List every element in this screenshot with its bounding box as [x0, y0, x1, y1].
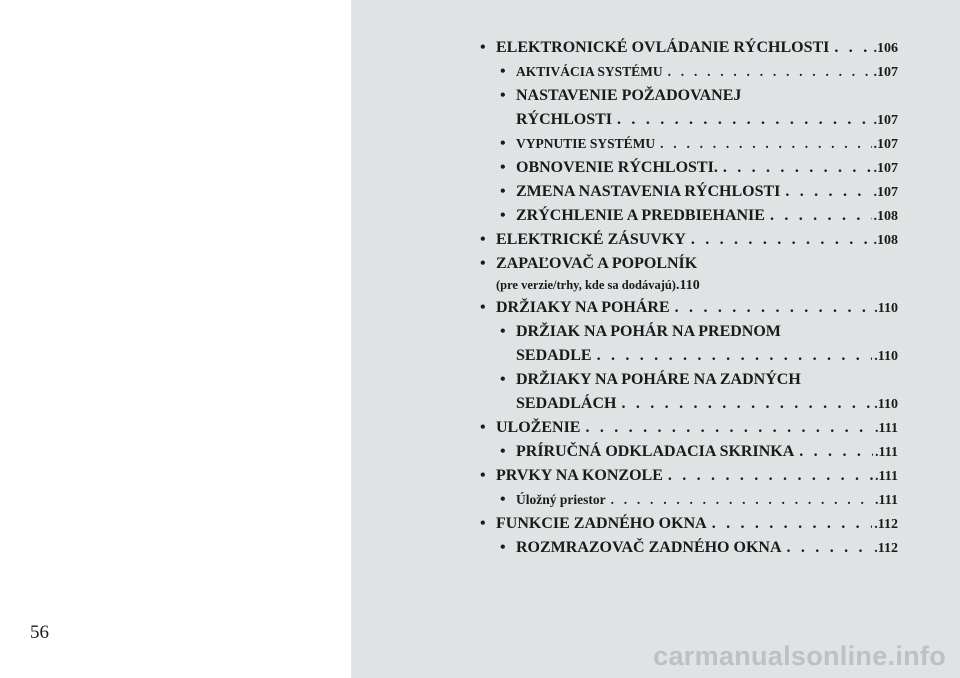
toc-entry-text: [516, 204, 872, 228]
toc-entry-text: [496, 228, 872, 252]
dot-leader: [663, 464, 873, 488]
toc-entry-text: [516, 344, 872, 368]
bullet-icon: •: [500, 539, 506, 556]
toc-entry-title-line1: NASTAVENIE POŽADOVANEJ: [516, 87, 742, 104]
toc-entry[interactable]: [480, 416, 898, 440]
toc-entry-title: VYPNUTIE SYSTÉMU: [516, 136, 656, 151]
toc-entry-page: .111: [875, 469, 898, 484]
toc-entry-text: [496, 416, 873, 440]
toc-entry[interactable]: [500, 132, 898, 156]
dot-leader: [718, 156, 872, 180]
dot-leader: [663, 60, 872, 84]
toc-entry-title: SEDADLE: [516, 347, 592, 364]
toc-entry-text: [516, 156, 872, 180]
toc-entry-page: .107: [873, 65, 898, 80]
toc-entry-title-line1: DRŽIAK NA POHÁR NA PREDNOM: [516, 323, 781, 340]
toc-entry[interactable]: [500, 84, 898, 132]
toc-entry-text: [516, 60, 872, 84]
toc-entry-title: PRVKY NA KONZOLE: [496, 467, 663, 484]
toc-entry-title: ULOŽENIE: [496, 419, 581, 436]
toc-entry-page: .107: [873, 137, 898, 152]
toc-entry[interactable]: [480, 464, 898, 488]
bullet-icon: •: [500, 87, 506, 104]
toc-entry-title: ELEKTRONICKÉ OVLÁDANIE RÝCHLOSTI: [496, 39, 830, 56]
toc-entry-page: .111: [875, 421, 898, 436]
bullet-icon: •: [500, 135, 506, 152]
toc-entry[interactable]: [480, 36, 898, 60]
toc-entry[interactable]: [480, 512, 898, 536]
page-number: 56: [30, 622, 49, 643]
toc-entry-text: [496, 512, 872, 536]
dot-leader: [580, 416, 873, 440]
toc-entry-title: ROZMRAZOVAČ ZADNÉHO OKNA: [516, 539, 782, 556]
toc-entry-line2: [516, 108, 898, 132]
bullet-icon: •: [500, 207, 506, 224]
toc-entry-note: (pre verzie/trhy, kde sa dodávajú): [496, 278, 676, 292]
toc-entry-page: .112: [874, 541, 898, 556]
toc-entry-title: ELEKTRICKÉ ZÁSUVKY: [496, 231, 686, 248]
toc-entry-page: .110: [874, 349, 898, 364]
table-of-contents: [480, 36, 898, 560]
dot-leader: [592, 344, 873, 368]
toc-entry[interactable]: [500, 204, 898, 228]
toc-entry[interactable]: [500, 320, 898, 368]
toc-entry-title: SEDADLÁCH: [516, 395, 617, 412]
toc-entry-title-line1: ZAPAĽOVAČ A POPOLNÍK: [496, 255, 698, 272]
bullet-icon: •: [500, 371, 506, 388]
toc-entry-line2: [516, 392, 898, 416]
toc-entry-page: .110: [874, 397, 898, 412]
toc-entry-page: .111: [875, 493, 898, 508]
bullet-icon: •: [480, 231, 486, 248]
dot-leader: [686, 228, 872, 252]
toc-entry-title: ZMENA NASTAVENIA RÝCHLOSTI: [516, 183, 781, 200]
dot-leader: [606, 488, 873, 512]
toc-entry[interactable]: [500, 488, 898, 512]
toc-entry-page: .106: [873, 41, 898, 56]
toc-entry-title: DRŽIAKY NA POHÁRE: [496, 299, 670, 316]
toc-entry-page: .107: [873, 161, 898, 176]
toc-entry-line1: [500, 84, 898, 108]
toc-entry-title: ZRÝCHLENIE A PREDBIEHANIE: [516, 207, 765, 224]
toc-entry-note-line: [496, 276, 898, 294]
toc-entry-page: .107: [873, 113, 898, 128]
toc-entry-line1: [500, 368, 898, 392]
toc-entry[interactable]: [500, 180, 898, 204]
toc-entry-text: [496, 36, 872, 60]
toc-entry-line1: [500, 320, 898, 344]
toc-entry-title: OBNOVENIE RÝCHLOSTI.: [516, 159, 718, 176]
toc-entry-text: [516, 536, 872, 560]
bullet-icon: •: [500, 491, 506, 508]
dot-leader: [707, 512, 873, 536]
bullet-icon: •: [480, 467, 486, 484]
dot-leader: [829, 36, 871, 60]
toc-entry-line1: [480, 252, 898, 276]
dot-leader: [765, 204, 872, 228]
toc-entry-line2: [516, 344, 898, 368]
toc-entry[interactable]: [500, 60, 898, 84]
toc-entry-page: .112: [874, 517, 898, 532]
toc-entry[interactable]: [500, 440, 898, 464]
toc-entry-title: RÝCHLOSTI: [516, 111, 613, 128]
toc-entry-page: .110: [874, 301, 898, 316]
toc-entry-page: .108: [873, 233, 898, 248]
toc-entry-title: Úložný priestor: [516, 492, 606, 507]
dot-leader: [782, 536, 873, 560]
dot-leader: [655, 132, 871, 156]
bullet-icon: •: [500, 323, 506, 340]
toc-entry-title: AKTIVÁCIA SYSTÉMU: [516, 64, 663, 79]
toc-entry-text: [516, 132, 872, 156]
toc-entry-text: [516, 488, 873, 512]
left-page: [0, 0, 351, 678]
toc-entry-text: [516, 440, 873, 464]
bullet-icon: •: [480, 515, 486, 532]
bullet-icon: •: [500, 63, 506, 80]
toc-entry[interactable]: [500, 536, 898, 560]
toc-entry[interactable]: [500, 156, 898, 180]
toc-entry[interactable]: [500, 368, 898, 416]
watermark: carmanualsonline.info: [653, 641, 946, 671]
dot-leader: [794, 440, 873, 464]
bullet-icon: •: [480, 419, 486, 436]
toc-entry-page: .110: [675, 278, 700, 293]
bullet-icon: •: [480, 39, 486, 56]
bullet-icon: •: [500, 159, 506, 176]
dot-leader: [780, 180, 871, 204]
toc-entry-page: .108: [873, 209, 898, 224]
bullet-icon: •: [500, 443, 506, 460]
toc-entry-text: [516, 392, 872, 416]
toc-entry[interactable]: [480, 252, 898, 296]
toc-entry-text: [496, 296, 872, 320]
toc-entry-title: PRÍRUČNÁ ODKLADACIA SKRINKA: [516, 443, 795, 460]
dot-leader: [616, 392, 872, 416]
toc-entry-text: [516, 108, 872, 132]
bullet-icon: •: [480, 255, 486, 272]
dot-leader: [612, 108, 871, 132]
toc-entry-text: [516, 180, 872, 204]
toc-entry[interactable]: [480, 228, 898, 252]
toc-entry-page: .111: [875, 445, 898, 460]
toc-entry[interactable]: [480, 296, 898, 320]
toc-entry-text: [496, 464, 873, 488]
toc-entry-title: FUNKCIE ZADNÉHO OKNA: [496, 515, 707, 532]
toc-entry-page: .107: [873, 185, 898, 200]
bullet-icon: •: [480, 299, 486, 316]
dot-leader: [670, 296, 873, 320]
toc-entry-title-line1: DRŽIAKY NA POHÁRE NA ZADNÝCH: [516, 371, 801, 388]
bullet-icon: •: [500, 183, 506, 200]
